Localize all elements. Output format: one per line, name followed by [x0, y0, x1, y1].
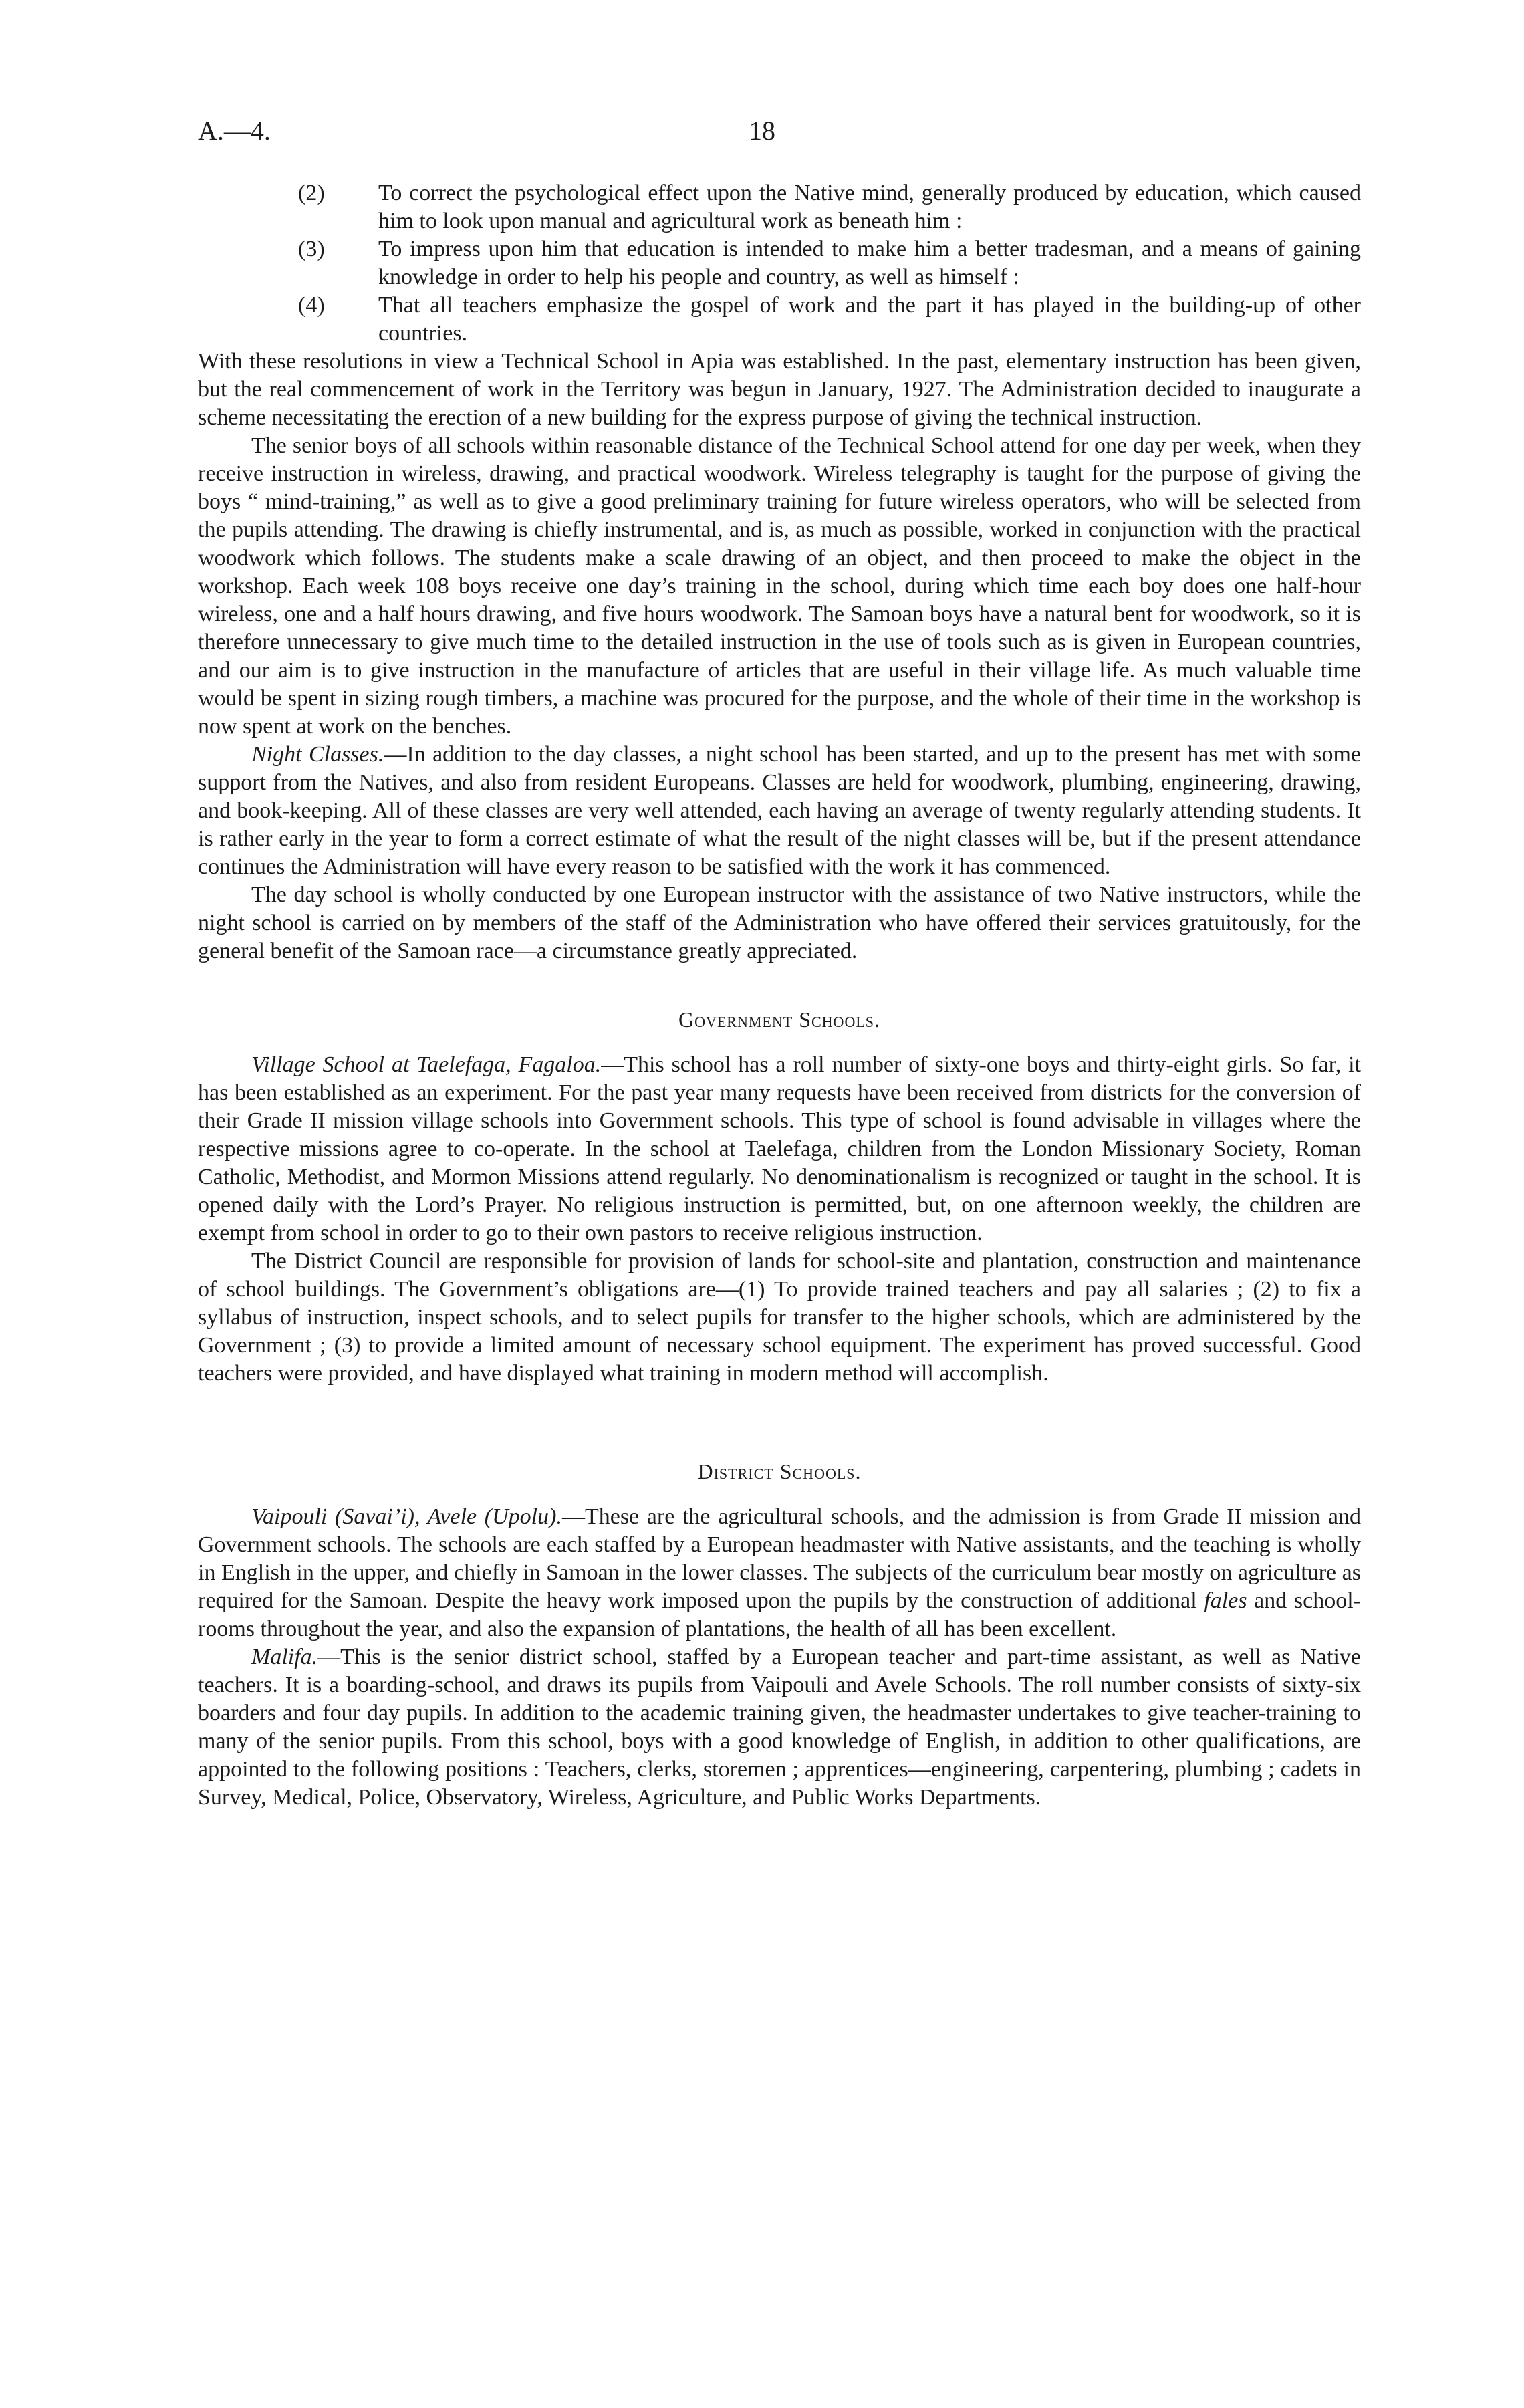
paragraph-district-council: The District Council are responsible for provision of lands for school-site and plantation, construction and maintenance of school buildings. The Government’s obligations are—(1) To provide trained teachers and pay all salaries ; (2) to fix a syllabus of instruction, inspect schools, and to select pupils for transfer to the higher schools, which are administered by the Government ; (3) to provide a limited amount of necessary school equipment. The experiment has proved successful. Good teachers were provided, and have displayed what training in modern method will accomplish. — [198, 1249, 1361, 1386]
paragraph-vaipouli-avele — [198, 1503, 1361, 1643]
paragraph-village-school — [198, 1051, 1361, 1247]
page-body — [198, 179, 1361, 1812]
list-item-text: To correct the psychological effect upon the Native mind, generally produced by education, which caused him to look upon manual and agricultural work as beneath him : — [378, 180, 1361, 233]
list-item-text: That all teachers emphasize the gospel of work and the part it has played in the building-up of other countries. — [378, 293, 1361, 346]
heading-district-schools: District Schools. — [697, 1459, 862, 1483]
village-school-text: —This school has a roll number of sixty-one boys and thirty-eight girls. So far, it has been established as an experiment. For the past year many requests have been received from districts for the conversion of their Grade II mission village schools into Government schools. This type of school is found advisable in villages where the respective missions agree to co-operate. In the school at Taelefaga, children from the London Missionary Society, Roman Catholic, Methodist, and Mormon Missions attend regularly. No denominationalism is recognized or taught in the school. It is opened daily with the Lord’s Prayer. No religious instruction is permitted, but, on one afternoon weekly, the children are exempt from school in order to go to their own pastors to receive religious instruction. — [198, 1052, 1361, 1245]
malifa-lead: Malifa. — [251, 1645, 318, 1669]
night-classes-lead: Night Classes. — [251, 742, 384, 767]
heading-government-schools: Government Schools. — [678, 1007, 881, 1032]
malifa-text: —This is the senior district school, staffed by a European teacher and part-time assistant, as well as Native teachers. It is a boarding-school, and draws its pupils from Vaipouli and Avele Schools. The roll number consists of sixty-six boarders and four day pupils. In addition to the academic training given, the headmaster undertakes to give teacher-training to many of the senior pupils. From this school, boys with a good knowledge of English, in addition to other qualifications, are appointed to the following positions : Teachers, clerks, storemen ; apprentices—engineering, carpentering, plumbing ; cadets in Survey, Medical, Police, Observatory, Wireless, Agriculture, and Public Works Departments. — [198, 1645, 1361, 1810]
page-header — [198, 115, 1326, 155]
list-item-number: (4) — [298, 293, 325, 318]
list-item-text: To impress upon him that education is intended to make him a better tradesman, and a means of gaining knowledge in order to help his people and country, as well as himself : — [378, 237, 1361, 289]
night-classes-text: —In addition to the day classes, a night school has been started, and up to the present has met with some support from the Natives, and also from resident Europeans. Classes are held for woodwork, plumbing, engineering, drawing, and book-keeping. All of these classes are very well attended, each having an average of twenty regularly attending students. It is rather early in the year to form a correct estimate of what the result of the night classes will be, but if the present attendance continues the Administration will have every reason to be satisfied with the work it has commenced. — [198, 742, 1361, 879]
paragraph-day-school: The day school is wholly conducted by one European instructor with the assistance of two Native instructors, while the night school is carried on by members of the staff of the Administration who have offered their services gratuitously, for the general benefit of the Samoan race—a circumstance greatly appreciated. — [198, 882, 1361, 963]
list-item — [198, 235, 1361, 291]
page-number: 18 — [749, 116, 775, 146]
document-reference: A.—4. — [198, 116, 271, 146]
village-school-lead: Village School at Taelefaga, Fagaloa. — [251, 1052, 602, 1077]
vaipouli-text-1: —These are the agricultural schools, and the admission is from Grade II mission and Government schools. The schools are each staffed by a European headmaster with Native assistants, and the teaching is wholly in English in the upper, and chiefly in Samoan in the lower classes. The subjects of the curriculum bear mostly on agriculture as required for the Samoan. Despite the heavy work imposed upon the pupils by the construction of additional — [198, 1504, 1361, 1613]
vaipouli-text-2: and school-rooms throughout the year, and also the expansion of plantations, the health of all has been excellent. — [198, 1588, 1361, 1641]
paragraph-malifa — [198, 1643, 1361, 1812]
list-item — [198, 179, 1361, 235]
list-item — [198, 291, 1361, 348]
paragraph-night-classes — [198, 741, 1361, 881]
list-item-number: (3) — [298, 237, 325, 261]
vaipouli-lead: Vaipouli (Savai’i), Avele (Upolu). — [251, 1504, 562, 1529]
paragraph-senior-boys: The senior boys of all schools within reasonable distance of the Technical School attend for one day per week, when they receive instruction in wireless, drawing, and practical woodwork. Wireless telegraphy is taught for the purpose of giving the boys “ mind-training,” as well as to give a good preliminary training for future wireless operators, who will be selected from the pupils attending. The drawing is chiefly instrumental, and is, as much as possible, worked in conjunction with the practical woodwork which follows. The students make a scale drawing of an object, and then proceed to make the object in the workshop. Each week 108 boys receive one day’s training in the school, during which time each boy does one half-hour wireless, one and a half hours drawing, and five hours woodwork. The Samoan boys have a natural bent for woodwork, so it is therefore unnecessary to give much time to the detailed instruction in the use of tools such as is given in European countries, and our aim is to give instruction in the manufacture of articles that are useful in their village life. As much valuable time would be spent in sizing rough timbers, a machine was procured for the purpose, and the whole of their time in the workshop is now spent at work on the benches. — [198, 433, 1361, 739]
fales-term: fales — [1204, 1588, 1247, 1613]
paragraph-technical-school: With these resolutions in view a Technical School in Apia was established. In the past, elementary instruction has been given, but the real commencement of work in the Territory was begun in January, 1927. The Administration decided to inaugurate a scheme necessitating the erection of a new building for the express purpose of giving the technical instruction. — [198, 349, 1361, 430]
list-item-number: (2) — [298, 180, 325, 205]
